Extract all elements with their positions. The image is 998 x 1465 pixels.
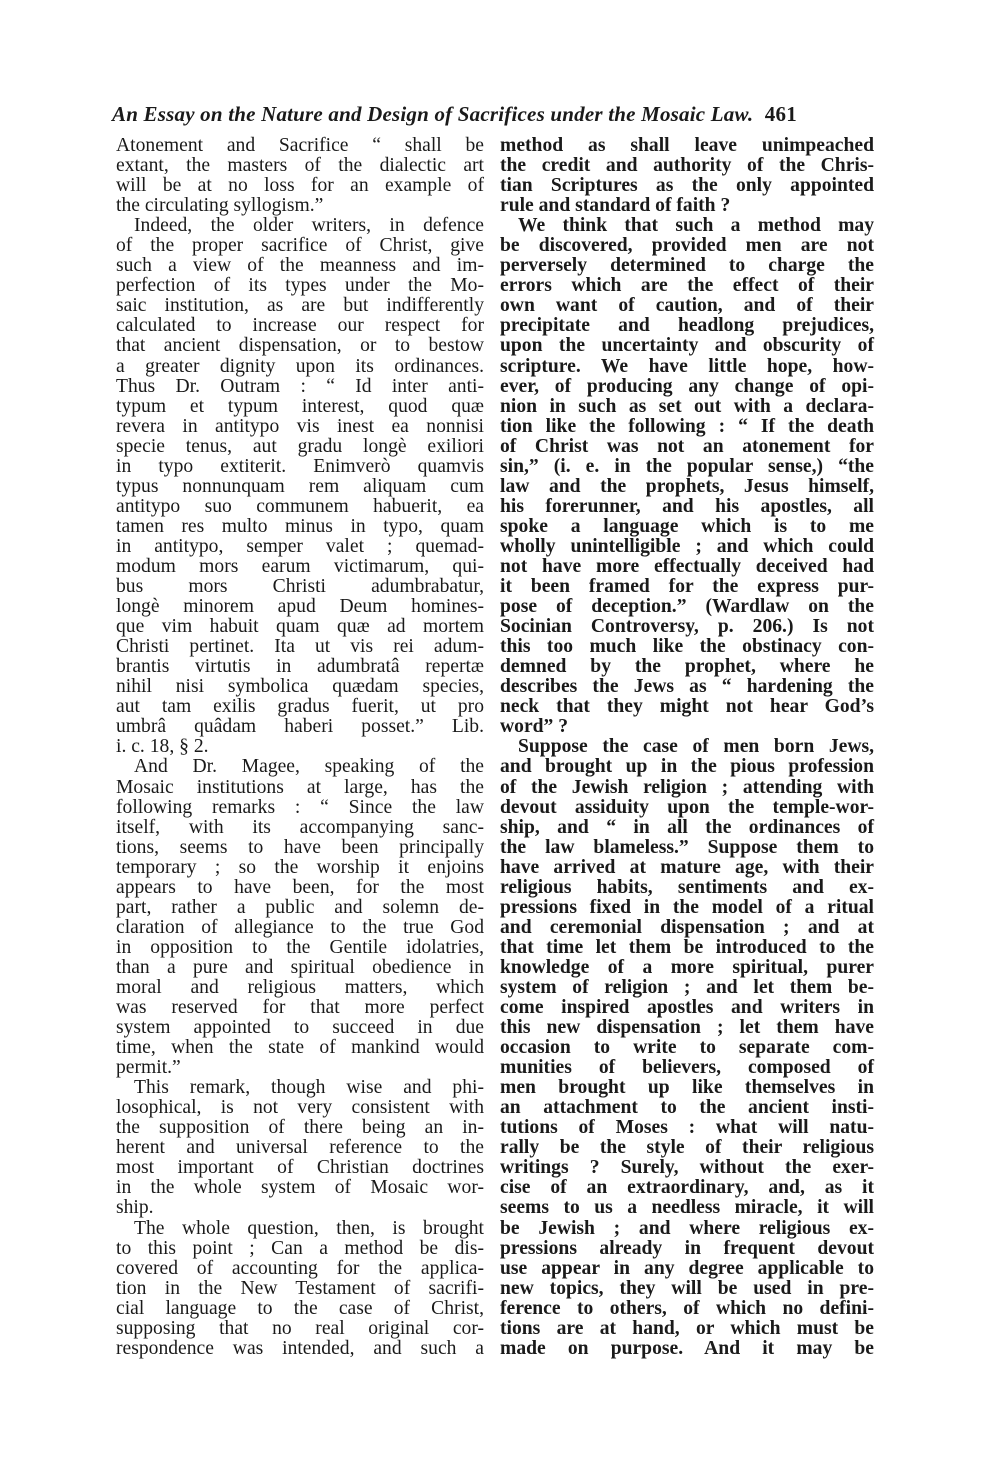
- page-number: 461: [764, 102, 797, 126]
- text-line: upon the uncertainty and obscurity of: [500, 335, 874, 357]
- text-line: that time let them be introduced to the: [500, 936, 874, 958]
- text-line: in the whole system of Mosaic wor-: [116, 1177, 484, 1199]
- text-line: following remarks : “ Since the law: [116, 796, 484, 818]
- text-line: the supposition of there being an in-: [116, 1117, 484, 1139]
- text-line: in opposition to the Gentile idolatries,: [116, 936, 484, 958]
- text-line: of Christ was not an atonement for: [500, 435, 874, 457]
- text-line: appears to have been, for the most: [116, 876, 484, 898]
- text-line: system appointed to succeed in due: [116, 1017, 484, 1039]
- text-line: tion like the following : “ If the death: [500, 415, 874, 437]
- text-line: and ceremonial dispensation ; and at: [500, 916, 874, 938]
- text-line: word” ?: [500, 716, 569, 738]
- text-line: time, when the state of mankind would: [116, 1037, 484, 1059]
- text-line: devout assiduity upon the temple-wor-: [500, 796, 874, 818]
- text-line: this too much like the obstinacy con-: [500, 636, 874, 658]
- text-line: part, rather a public and solemn de-: [116, 896, 484, 918]
- text-line: pose of deception.” (Wardlaw on the: [500, 596, 874, 618]
- text-line: calculated to increase our respect for: [116, 315, 484, 337]
- text-line: in antitypo, semper valet ; quemad-: [116, 535, 484, 557]
- text-line: typum et typum interest, quod quæ: [116, 395, 484, 417]
- text-line: rule and standard of faith ?: [500, 195, 731, 217]
- text-line: This remark, though wise and phi-: [134, 1077, 484, 1099]
- text-line: saic institution, as are but indifferently: [116, 295, 484, 317]
- text-line: We think that such a method may: [518, 215, 874, 237]
- text-line: moral and religious matters, which: [116, 976, 484, 998]
- text-line: revera in antitypo vis inest ea nonnisi: [116, 415, 484, 437]
- text-line: rally be the style of their religious: [500, 1137, 874, 1159]
- text-line: system of religion ; and let them be-: [500, 976, 874, 998]
- text-line: be Jewish ; and where religious ex-: [500, 1217, 874, 1239]
- text-line: respondence was intended, and such a: [116, 1337, 484, 1359]
- text-line: aut tam exilis gradus fuerit, ut pro: [116, 696, 484, 718]
- text-line: writings ? Surely, without the exer-: [500, 1157, 874, 1179]
- text-line: Mosaic institutions at large, has the: [116, 776, 484, 798]
- text-line: i. c. 18, § 2.: [116, 736, 209, 758]
- text-line: Christi pertinet. Ita ut vis rei adum-: [116, 636, 484, 658]
- text-line: ference to others, of which no defini-: [500, 1297, 874, 1319]
- text-line: such a view of the meanness and im-: [116, 255, 484, 277]
- text-line: losophical, is not very consistent with: [116, 1097, 484, 1119]
- text-line: supposing that no real original cor-: [116, 1317, 484, 1339]
- text-line: longè minorem apud Deum homines-: [116, 596, 484, 618]
- text-line: of the proper sacrifice of Christ, give: [116, 235, 484, 257]
- text-line: umbrâ quâdam haberi posset.” Lib.: [116, 716, 484, 738]
- text-line: most important of Christian doctrines: [116, 1157, 484, 1179]
- text-line: come inspired apostles and writers in: [500, 997, 874, 1019]
- text-line: made on purpose. And it may be: [500, 1337, 874, 1359]
- text-line: was reserved for that more perfect: [116, 997, 484, 1019]
- text-line: ship.: [116, 1197, 154, 1219]
- text-line: the credit and authority of the Chris-: [500, 155, 874, 177]
- text-line: this new dispensation ; let them have: [500, 1017, 874, 1039]
- text-line: specie tenus, aut gradu longè exiliori: [116, 435, 484, 457]
- text-line: tions, seems to have been principally: [116, 836, 484, 858]
- text-line: scripture. We have little hope, how-: [500, 355, 874, 377]
- text-line: The whole question, then, is brought: [134, 1217, 484, 1239]
- text-line: his forerunner, and his apostles, all: [500, 495, 874, 517]
- text-line: new topics, they will be used in pre-: [500, 1277, 874, 1299]
- text-line: occasion to write to separate com-: [500, 1037, 874, 1059]
- text-line: cial language to the case of Christ,: [116, 1297, 484, 1319]
- text-line: and brought up in the pious profession: [500, 756, 874, 778]
- left-column: [116, 136, 484, 1359]
- text-line: demned by the prophet, where he: [500, 656, 874, 678]
- text-line: herent and universal reference to the: [116, 1137, 484, 1159]
- text-line: own want of caution, and of their: [500, 295, 874, 317]
- text-line: that ancient dispensation, or to bestow: [116, 335, 484, 357]
- running-title: An Essay on the Nature and Design of Sacrifices under the Mosaic Law.: [112, 102, 754, 126]
- text-line: religious habits, sentiments and ex-: [500, 876, 874, 898]
- text-line: extant, the masters of the dialectic art: [116, 155, 484, 177]
- text-line: errors which are the effect of their: [500, 275, 874, 297]
- text-line: method as shall leave unimpeached: [500, 135, 874, 156]
- text-line: brantis virtutis in adumbratâ repertæ: [116, 656, 484, 678]
- text-line: in typo extiterit. Enimverò quamvis: [116, 455, 484, 477]
- text-line: tian Scriptures as the only appointed: [500, 175, 874, 197]
- text-line: a greater dignity upon its ordinances.: [116, 355, 484, 377]
- text-line: seems to us a needless miracle, it will: [500, 1197, 874, 1219]
- text-line: Socinian Controversy, p. 206.) Is not: [500, 616, 874, 638]
- text-line: And Dr. Magee, speaking of the: [134, 756, 484, 778]
- text-line: munities of believers, composed of: [500, 1057, 874, 1079]
- text-line: the law blameless.” Suppose them to: [500, 836, 874, 858]
- text-line: it been framed for the express pur-: [500, 576, 874, 598]
- text-line: be discovered, provided men are not: [500, 235, 874, 257]
- text-line: itself, with its accompanying sanc-: [116, 816, 484, 838]
- text-line: than a pure and spiritual obedience in: [116, 956, 484, 978]
- text-line: covered of accounting for the applica-: [116, 1257, 484, 1279]
- text-line: knowledge of a more spiritual, purer: [500, 956, 874, 978]
- text-line: ship, and “ in all the ordinances of: [500, 816, 874, 838]
- text-line: to this point ; Can a method be dis-: [116, 1237, 484, 1259]
- text-line: men brought up like themselves in: [500, 1077, 874, 1099]
- text-line: pressions fixed in the model of a ritual: [500, 896, 874, 918]
- text-line: typus nonnunquam rem aliquam cum: [116, 475, 484, 497]
- text-line: Suppose the case of men born Jews,: [518, 736, 874, 758]
- text-line: precipitate and headlong prejudices,: [500, 315, 874, 337]
- text-line: describes the Jews as “ hardening the: [500, 676, 874, 698]
- text-line: temporary ; so the worship it enjoins: [116, 856, 484, 878]
- text-line: nihil nisi symbolica quædam species,: [116, 676, 484, 698]
- text-line: cise of an extraordinary, and, as it: [500, 1177, 874, 1199]
- text-line: tamen res multo minus in typo, quam: [116, 515, 484, 537]
- running-header: [112, 102, 882, 127]
- text-line: tion in the New Testament of sacrifi-: [116, 1277, 484, 1299]
- text-line: Thus Dr. Outram : “ Id inter anti-: [116, 375, 484, 397]
- text-line: have arrived at mature age, with their: [500, 856, 874, 878]
- text-line: law and the prophets, Jesus himself,: [500, 475, 874, 497]
- text-line: pressions already in frequent devout: [500, 1237, 874, 1259]
- text-line: ever, of producing any change of opi-: [500, 375, 874, 397]
- text-line: neck that they might not hear God’s: [500, 696, 874, 718]
- text-line: tions are at hand, or which must be: [500, 1317, 874, 1339]
- text-line: spoke a language which is to me: [500, 515, 874, 537]
- text-line: modum mors earum victimarum, qui-: [116, 555, 484, 577]
- text-line: Atonement and Sacrifice “ shall be: [116, 135, 484, 156]
- text-line: perfection of its types under the Mo-: [116, 275, 484, 297]
- text-line: Indeed, the older writers, in defence: [134, 215, 484, 237]
- text-line: perversely determined to charge the: [500, 255, 874, 277]
- text-line: bus mors Christi adumbrabatur,: [116, 576, 484, 598]
- text-line: permit.”: [116, 1057, 181, 1079]
- text-line: tutions of Moses : what will natu-: [500, 1117, 874, 1139]
- right-column: [500, 136, 874, 1359]
- text-line: an attachment to the ancient insti-: [500, 1097, 874, 1119]
- text-line: use appear in any degree applicable to: [500, 1257, 874, 1279]
- text-line: sin,” (i. e. in the popular sense,) “the: [500, 455, 874, 477]
- text-line: claration of allegiance to the true God: [116, 916, 484, 938]
- text-line: nion in such as set out with a declara-: [500, 395, 874, 417]
- text-line: not have more effectually deceived had: [500, 555, 874, 577]
- text-line: wholly unintelligible ; and which could: [500, 535, 874, 557]
- text-line: the circulating syllogism.”: [116, 195, 324, 217]
- text-line: antitypo suo communem habuerit, ea: [116, 495, 484, 517]
- text-line: que vim habuit quam quæ ad mortem: [116, 616, 484, 638]
- text-line: of the Jewish religion ; attending with: [500, 776, 874, 798]
- text-line: will be at no loss for an example of: [116, 175, 484, 197]
